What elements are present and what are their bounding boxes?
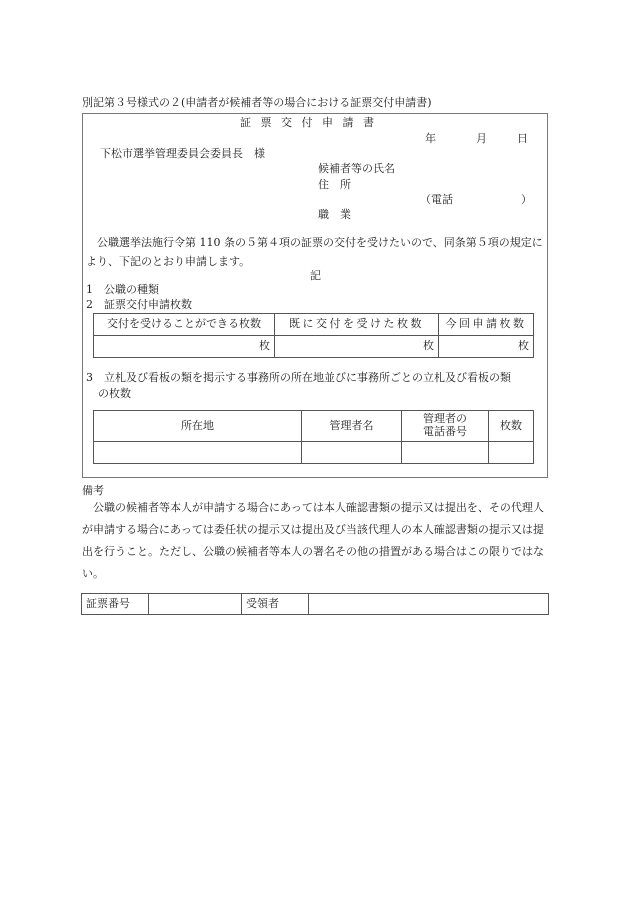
count-eligible-field[interactable]: [94, 336, 275, 358]
item-1-office-type: 1 公職の種類: [86, 283, 159, 296]
count-header-eligible: 交付を受けることができる枚数: [94, 314, 275, 336]
cert-number-label: 証票番号: [82, 594, 149, 615]
applicant-phone-close: ）: [521, 193, 532, 206]
applicant-address-label: 住 所: [318, 178, 351, 191]
office-header-phone-line2: 電話番号: [423, 425, 467, 438]
remarks-text-content: 公職の候補者等本人が申請する場合にあっては本人確認書類の提示又は提出を、その代理人が申請する場合にあっては委任状の提示又は提出及び当該代理人の本人確認書類の提示又は提出を行うこと。ただし、公職の候補者等本人の署名その他の措置がある場合はこの限りではない。: [82, 501, 544, 580]
unit-label: 枚: [259, 339, 270, 353]
unit-label: 枚: [423, 339, 434, 353]
count-header-current-request: 今回申請枚数: [439, 314, 534, 336]
intro-text: [86, 233, 544, 271]
date-year-label: 年: [425, 132, 436, 145]
recipient-field[interactable]: [309, 594, 549, 615]
form-label: 別記第３号様式の２(申請者が候補者等の場合における証票交付申請書): [82, 96, 432, 109]
recipient-label: 受領者: [242, 594, 309, 615]
applicant-occupation-label: 職 業: [318, 208, 351, 221]
date-day-label: 日: [517, 132, 528, 145]
office-manager-phone-field[interactable]: [402, 442, 489, 464]
office-location-field[interactable]: [94, 442, 302, 464]
office-header-manager-phone: [402, 411, 489, 442]
addressee: 下松市選挙管理委員会委員長 様: [100, 147, 265, 160]
cert-number-field[interactable]: [149, 594, 242, 615]
office-header-location: 所在地: [94, 411, 302, 442]
item-2-request-count: 2 証票交付申請枚数: [86, 298, 192, 311]
applicant-name-label: 候補者等の氏名: [318, 162, 395, 175]
office-manager-name-field[interactable]: [302, 442, 402, 464]
office-count-field[interactable]: [489, 442, 534, 464]
intro-text-content: 公職選挙法施行令第 110 条の５第４項の証票の交付を受けたいので、同条第５項の規定により、下記のとおり申請します。: [86, 236, 543, 268]
office-header-manager-name: 管理者名: [302, 411, 402, 442]
unit-label: 枚: [518, 339, 529, 353]
office-header-count: 枚数: [489, 411, 534, 442]
item-3-line-2: の枚数: [98, 387, 131, 400]
date-month-label: 月: [476, 132, 487, 145]
receipt-table: [81, 593, 549, 615]
count-header-already-issued: 既に交付を受けた枚数: [275, 314, 439, 336]
ki-heading: 記: [310, 269, 321, 282]
office-header-phone-line1: 管理者の: [423, 412, 467, 426]
count-table: [93, 313, 534, 358]
page-title: 証 票 交 付 申 請 書: [240, 116, 377, 129]
office-table: [93, 410, 534, 464]
applicant-phone-label: （電話: [420, 193, 453, 206]
remarks-text: [82, 497, 550, 585]
count-current-request-field[interactable]: [439, 336, 534, 358]
remarks-heading: 備考: [82, 484, 104, 497]
item-3-line-1: 3 立札及び看板の類を掲示する事務所の所在地並びに事務所ごとの立札及び看板の類: [86, 371, 511, 384]
count-already-issued-field[interactable]: [275, 336, 439, 358]
